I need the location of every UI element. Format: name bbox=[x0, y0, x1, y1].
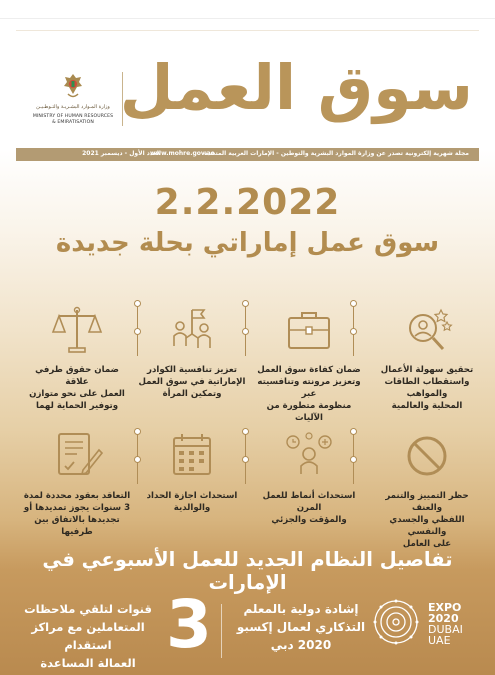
magazine-description: مجلة شهرية إلكترونية تصدر عن وزارة الموارد البشرية والتوطين - الإمارات العربية المتحدة bbox=[204, 150, 469, 157]
justice-scale-icon bbox=[47, 304, 107, 356]
briefcase-icon bbox=[279, 304, 339, 356]
separator-dot bbox=[350, 456, 357, 463]
expo-workers-memorial-story[interactable]: إشادة دولية بالمعلم التذكاري لعمال إكسبو 2020 دبي bbox=[236, 602, 366, 652]
feature-text: تحقيق سهولة الأعمال واستقطاب الطاقات والمواهب المحلية والعالمية bbox=[380, 365, 474, 411]
separator-dot bbox=[134, 300, 141, 307]
frame-line bbox=[16, 30, 479, 31]
feature-text: التعاقد بعقود محددة لمدة 3 سنوات يجوز تمديدها أو تجديدها بالاتفاق بين طرفيها bbox=[23, 491, 131, 537]
separator-dot bbox=[242, 456, 249, 463]
separator-dot bbox=[350, 328, 357, 335]
expo-2020-logo-icon bbox=[372, 598, 420, 646]
hero-subtitle: سوق عمل إماراتي بحلة جديدة bbox=[55, 228, 440, 258]
feature-text: ضمان كفاءة سوق العمل وتعزيز مرونته وتنافسيته عبر منظومة متطورة من الآليات bbox=[257, 365, 361, 423]
feature-text: حظر التمييز والتنمر والعنف اللفظي والجسدي والنفسي على العامل bbox=[385, 491, 469, 549]
talent-search-icon bbox=[397, 304, 457, 356]
separator-dot bbox=[134, 328, 141, 335]
contract-sign-icon bbox=[47, 430, 107, 482]
issue-label: العدد الأول - ديسمبر 2021 bbox=[82, 150, 161, 157]
ministry-name-en-2: & EMIRATISATION bbox=[52, 120, 94, 125]
section-title: تفاصيل النظام الجديد للعمل الأسبوعي في الإمارات bbox=[42, 548, 453, 594]
separator-dot bbox=[242, 328, 249, 335]
calendar-icon bbox=[162, 430, 222, 482]
top-strip bbox=[0, 0, 495, 19]
magazine-title: سوق العمل bbox=[119, 51, 473, 124]
separator-dot bbox=[350, 300, 357, 307]
separator-dot bbox=[242, 428, 249, 435]
channels-count: 3 bbox=[166, 586, 212, 663]
launch-date: 2.2.2022 bbox=[154, 182, 341, 223]
feature-text: ضمان حقوق طرفي علاقة العمل على نحو متوازن وتوفير الحماية لهما bbox=[29, 365, 125, 411]
uae-emblem-icon bbox=[62, 72, 84, 100]
work-patterns-icon bbox=[279, 430, 339, 482]
feature-text: استحداث اجازة الحداد والوالدية bbox=[146, 491, 238, 513]
ministry-name-ar: وزارة المـوارد البشـريـة والتـوطـيـن bbox=[36, 104, 110, 110]
separator-dot bbox=[350, 428, 357, 435]
feedback-channels-story[interactable]: قنوات لتلقي ملاحظات المتعاملين مع مراكز استقدام العمالة المساعدة bbox=[24, 602, 152, 670]
separator-dot bbox=[134, 456, 141, 463]
info-bar bbox=[16, 148, 479, 161]
separator-dot bbox=[134, 428, 141, 435]
bottom-divider bbox=[221, 604, 222, 658]
website-link[interactable]: www.mohre.gov.ae bbox=[150, 150, 215, 157]
expo-2020-wordmark: EXPO 2020 DUBAI UAE bbox=[428, 601, 463, 647]
feature-text: استحداث أنماط للعمل المرن والمؤقت والجزئي bbox=[262, 491, 356, 525]
separator-dot bbox=[242, 300, 249, 307]
team-flag-icon bbox=[162, 304, 222, 356]
ministry-name-en: MINISTRY OF HUMAN RESOURCES bbox=[32, 114, 114, 119]
prohibited-icon bbox=[397, 430, 457, 482]
feature-text: تعزيز تنافسية الكوادر الإماراتية في سوق العمل وتمكين المرأة bbox=[138, 365, 246, 399]
